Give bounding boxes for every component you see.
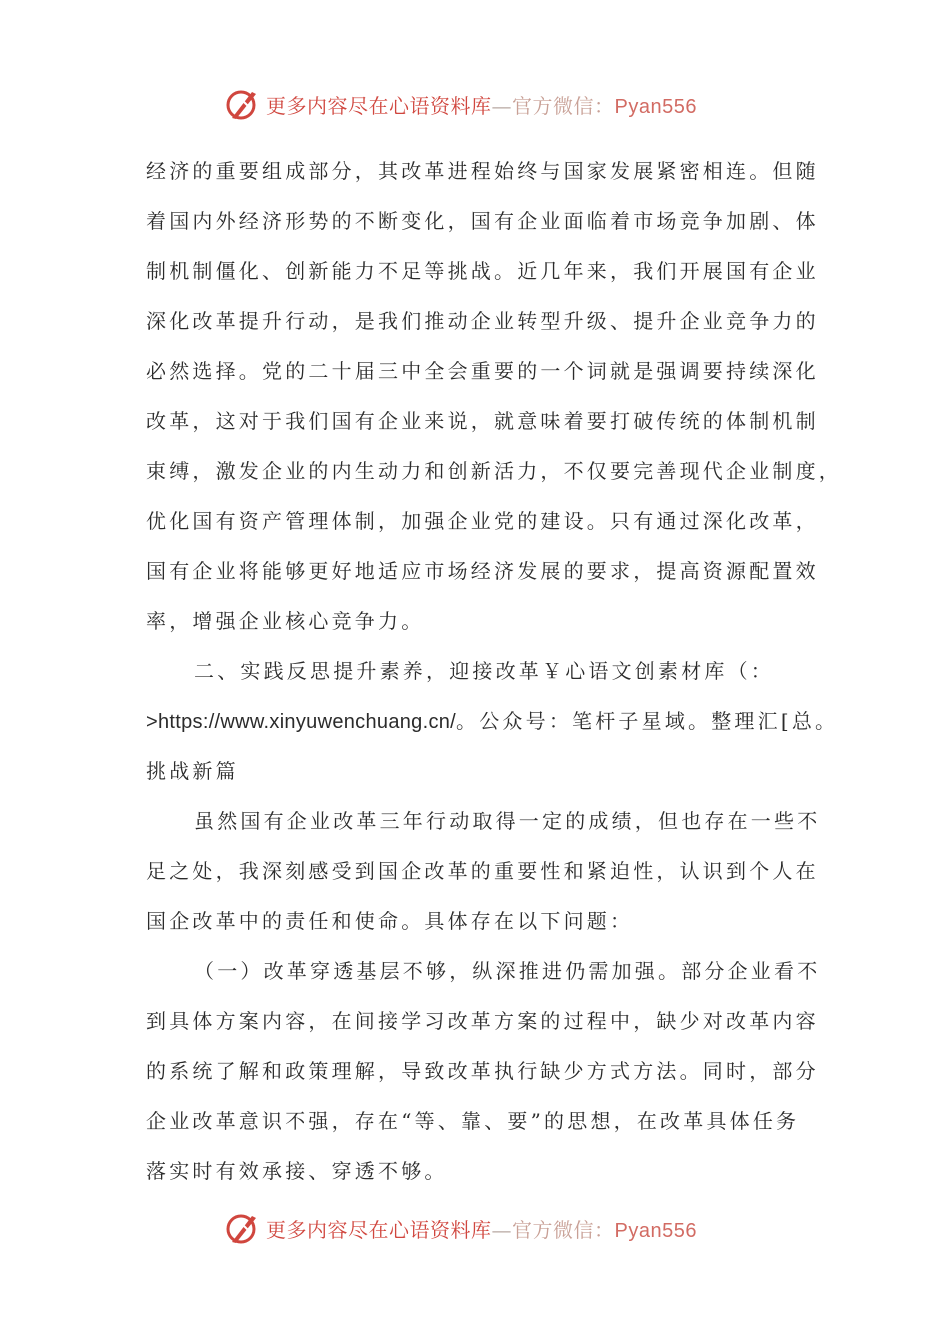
text-line: 足之处，我深刻感受到国企改革的重要性和紧迫性，认识到个人在 — [146, 859, 819, 883]
text-line: 国企改革中的责任和使命。具体存在以下问题： — [146, 909, 634, 933]
text-line: 深化改革提升行动，是我们推动企业转型升级、提升企业竞争力的 — [146, 309, 819, 333]
document-body — [146, 146, 842, 1196]
text-line: 束缚，激发企业的内生动力和创新活力，不仅要完善现代企业制度， — [146, 459, 842, 483]
text-line: 改革，这对于我们国有企业来说，就意味着要打破传统的体制机制 — [146, 409, 819, 433]
paragraph-3 — [146, 946, 836, 1196]
text-line: 的系统了解和政策理解，导致改革执行缺少方式方法。同时，部分 — [146, 1059, 819, 1083]
text-line: 必然选择。党的二十届三中全会重要的一个词就是强调要持续深化 — [146, 359, 819, 383]
text-line: 落实时有效承接、穿透不够。 — [146, 1159, 448, 1183]
text-line: 优化国有资产管理体制，加强企业党的建设。只有通过深化改革， — [146, 509, 819, 533]
watermark-banner-bottom — [222, 1206, 742, 1250]
text-line: 着国内外经济形势的不断变化，国有企业面临着市场竞争加剧、体 — [146, 209, 819, 233]
text-line: 国有企业将能够更好地适应市场经济发展的要求，提高资源配置效 — [146, 559, 819, 583]
watermark-text: 更多内容尽在心语资料库—官方微信：Pyan556 — [266, 93, 697, 118]
section-heading — [146, 646, 839, 796]
watermark-text: 更多内容尽在心语资料库—官方微信：Pyan556 — [266, 1217, 697, 1242]
text-line: 制机制僵化、创新能力不足等挑战。近几年来，我们开展国有企业 — [146, 259, 819, 283]
heading-line: 挑战新篇 — [146, 759, 239, 783]
watermark-banner-top — [222, 82, 742, 126]
text-line: 虽然国有企业改革三年行动取得一定的成绩，但也存在一些不 — [194, 809, 821, 833]
paragraph-2 — [146, 796, 836, 946]
text-line: 率，增强企业核心竞争力。 — [146, 609, 425, 633]
quill-logo-icon — [222, 84, 262, 124]
website-link[interactable]: >https://www.xinyuwenchuang.cn/ — [146, 711, 457, 733]
text-line: 经济的重要组成部分，其改革进程始终与国家发展紧密相连。但随 — [146, 159, 819, 183]
quill-logo-icon — [222, 1208, 262, 1248]
heading-line: 二、实践反思提升素养，迎接改革￥心语文创素材库（： — [194, 659, 774, 683]
text-line: 到具体方案内容，在间接学习改革方案的过程中，缺少对改革内容 — [146, 1009, 819, 1033]
text-line: 企业改革意识不强，存在“等、靠、要”的思想，在改革具体任务 — [146, 1109, 800, 1133]
paragraph-1 — [146, 146, 842, 646]
heading-line: >https://www.xinyuwenchuang.cn/。公众号：笔杆子星域。整理汇[总。 — [146, 709, 839, 733]
text-line: （一）改革穿透基层不够，纵深推进仍需加强。部分企业看不 — [194, 959, 821, 983]
